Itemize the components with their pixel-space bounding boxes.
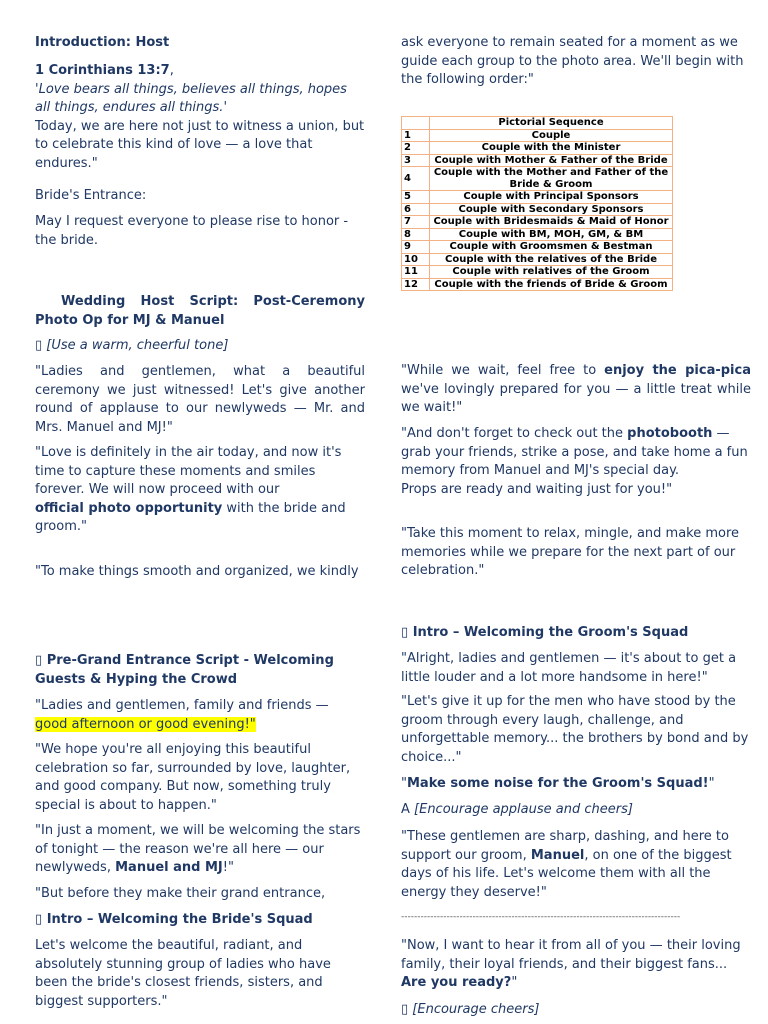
noise-close: ": [708, 776, 715, 791]
before-entrance-paragraph: "But before they make their grand entrance,: [35, 886, 326, 901]
row-description: Couple with the Minister: [430, 142, 673, 155]
table-row: [402, 228, 673, 241]
verse-reference-comma: ,: [169, 63, 174, 78]
photobooth-text-1: "And don't forget to check out the: [401, 426, 628, 441]
bride-entrance-label: Bride's Entrance:: [35, 188, 147, 203]
row-description: Couple with Bridesmaids & Maid of Honor: [430, 216, 673, 229]
noise-bold: Make some noise for the Groom's Squad!: [406, 776, 709, 791]
gentlemen-text-2: , on one of the biggest days of his life. Let's welcome them with all the energy they deserve!": [401, 847, 732, 900]
cheers-icon: ▯: [401, 1002, 409, 1017]
bride-squad-heading-line: [35, 911, 365, 930]
table-row: [402, 203, 673, 216]
hear-paragraph: [401, 937, 751, 993]
table-row: [402, 253, 673, 266]
hear-end: ": [511, 975, 518, 990]
hear-bold: Are you ready?: [401, 975, 512, 990]
wait-paragraph: [401, 362, 751, 418]
tone-note: [Use a warm, cheerful tone]: [46, 338, 229, 353]
pictorial-sequence-table: [401, 116, 673, 291]
section-divider: --------------------------------------------------------------------------------------: [401, 912, 681, 922]
pre-grand-heading-line: [35, 652, 365, 689]
greeting-paragraph: [35, 697, 365, 734]
row-number: 4: [402, 167, 430, 191]
photo-script-heading: Wedding Host Script: Post-Ceremony Photo Op for MJ & Manuel: [35, 294, 365, 328]
table-row: [402, 266, 673, 279]
row-description: Couple with BM, MOH, GM, & BM: [430, 228, 673, 241]
photobooth-paragraph: [401, 425, 751, 499]
table-body: [402, 129, 673, 291]
row-description: Couple with Groomsmen & Bestman: [430, 241, 673, 254]
intro-heading: Introduction: Host: [35, 35, 170, 50]
table-row: [402, 129, 673, 142]
pre-grand-icon: ▯: [35, 653, 43, 668]
wait-bold: enjoy the pica-pica: [604, 363, 751, 378]
table-row: [402, 191, 673, 204]
row-description: Couple with Mother & Father of the Bride: [430, 154, 673, 167]
gentlemen-paragraph: [401, 828, 751, 902]
louder-paragraph: "Alright, ladies and gentlemen — it's about to get a little louder and a lot more handsome in here!": [401, 651, 737, 685]
stars-end: !": [222, 860, 234, 875]
photobooth-bold: photobooth: [627, 426, 713, 441]
row-number: 5: [402, 191, 430, 204]
row-description: Couple: [430, 129, 673, 142]
applause-prefix: A: [401, 802, 415, 817]
table-header-blank: [402, 117, 430, 130]
row-number: 2: [402, 142, 430, 155]
applause-paragraph: "Ladies and gentlemen, what a beautiful ceremony we just witnessed! Let's give another round of applause to our newlyweds — Mr. and Mrs. Manuel and MJ!": [35, 364, 365, 435]
table-row: [402, 278, 673, 291]
tone-note-line: [35, 337, 365, 356]
table-row: [402, 167, 673, 191]
bride-squad-heading: Intro – Welcoming the Bride's Squad: [46, 912, 313, 927]
enjoying-paragraph: "We hope you're all enjoying this beautiful celebration so far, surrounded by love, laughter, and good company. But now, something truly special is about to happen.": [35, 742, 351, 813]
smooth-paragraph: "To make things smooth and organized, we kindly: [35, 564, 359, 579]
greeting-text: "Ladies and gentlemen, family and friends —: [35, 698, 329, 713]
wait-text-2: we've lovingly prepared for you — a little treat while we wait!": [401, 381, 751, 415]
bride-squad-icon: ▯: [35, 912, 43, 927]
row-description: Couple with Secondary Sponsors: [430, 203, 673, 216]
stars-bold: Manuel and MJ: [115, 860, 223, 875]
noise-line: [401, 775, 751, 794]
love-text-3: with the bride and groom.": [35, 500, 346, 534]
rise-request: May I request everyone to please rise to honor - the bride.: [35, 214, 349, 248]
gentlemen-bold: Manuel: [530, 847, 585, 863]
love-text-bold: official photo opportunity: [35, 500, 223, 516]
love-paragraph: [35, 444, 365, 537]
verse-block: [35, 62, 365, 173]
love-text-2: forever. We will now proceed with our: [35, 482, 280, 497]
groom-squad-heading-line: [401, 624, 751, 643]
pre-grand-heading: Pre-Grand Entrance Script - Welcoming Guests & Hyping the Crowd: [35, 653, 334, 687]
row-number: 9: [402, 241, 430, 254]
table-row: [402, 154, 673, 167]
table-row: [402, 142, 673, 155]
tone-icon: ▯: [35, 338, 43, 353]
row-number: 10: [402, 253, 430, 266]
intro-paragraph: Today, we are here not just to witness a union, but to celebrate this kind of love — a love that endures.": [35, 118, 365, 171]
wait-text-1: "While we wait, feel free to: [401, 363, 605, 378]
men-paragraph: "Let's give it up for the men who have stood by the groom through every laugh, challenge, and unforgettable memory... the brothers by bond and by choice...": [401, 694, 749, 765]
row-number: 12: [402, 278, 430, 291]
photobooth-text-2: — grab your friends, strike a pose, and take home a fun memory from Manuel and MJ's special day.: [401, 426, 748, 478]
hear-text: "Now, I want to hear it from all of you — their loving family, their loyal friends, and their biggest fans...: [401, 938, 741, 972]
relax-paragraph: "Take this moment to relax, mingle, and make more memories while we prepare for the next part of our celebration.": [401, 526, 740, 578]
bride-squad-paragraph: Let's welcome the beautiful, radiant, and absolutely stunning group of ladies who have been the bride's closest friends, sisters, and biggest supporters.": [35, 938, 331, 1009]
groom-squad-heading: Intro – Welcoming the Groom's Squad: [412, 625, 689, 640]
stars-text: "In just a moment, we will be welcoming the stars of tonight — the reason we're all here — our newlyweds,: [35, 823, 361, 875]
cheers-note: [Encourage cheers]: [412, 1002, 540, 1017]
gentlemen-text-1: "These gentlemen are sharp, dashing, and here to support our groom,: [401, 829, 729, 863]
row-description: Couple with the Mother and Father of the Bride & Groom: [430, 167, 673, 191]
love-text-1: "Love is definitely in the air today, and now it's time to capture these moments and smiles: [35, 445, 342, 479]
row-number: 11: [402, 266, 430, 279]
row-description: Couple with Principal Sponsors: [430, 191, 673, 204]
row-number: 3: [402, 154, 430, 167]
greeting-highlight: good afternoon or good evening!": [35, 716, 256, 732]
verse-reference: 1 Corinthians 13:7: [35, 63, 170, 78]
verse-text: 'Love bears all things, believes all things, hopes all things, endures all things.': [35, 81, 347, 115]
row-number: 6: [402, 203, 430, 216]
cheers-note-line: [401, 1001, 751, 1020]
row-number: 1: [402, 129, 430, 142]
row-number: 7: [402, 216, 430, 229]
applause-note: [Encourage applause and cheers]: [414, 802, 633, 817]
seated-paragraph: ask everyone to remain seated for a moment as we guide each group to the photo area. We'll begin with the following order:": [401, 35, 744, 87]
row-description: Couple with relatives of the Groom: [430, 266, 673, 279]
noise-open: ": [401, 776, 407, 791]
table-row: [402, 241, 673, 254]
table-row: [402, 216, 673, 229]
applause-note-line: [401, 801, 751, 820]
row-description: Couple with the relatives of the Bride: [430, 253, 673, 266]
table-header: Pictorial Sequence: [430, 117, 673, 130]
stars-paragraph: [35, 822, 365, 878]
table-header-row: [402, 117, 673, 130]
row-description: Couple with the friends of Bride & Groom: [430, 278, 673, 291]
row-number: 8: [402, 228, 430, 241]
groom-squad-icon: ▯: [401, 625, 409, 640]
props-line: Props are ready and waiting just for you!": [401, 481, 673, 497]
